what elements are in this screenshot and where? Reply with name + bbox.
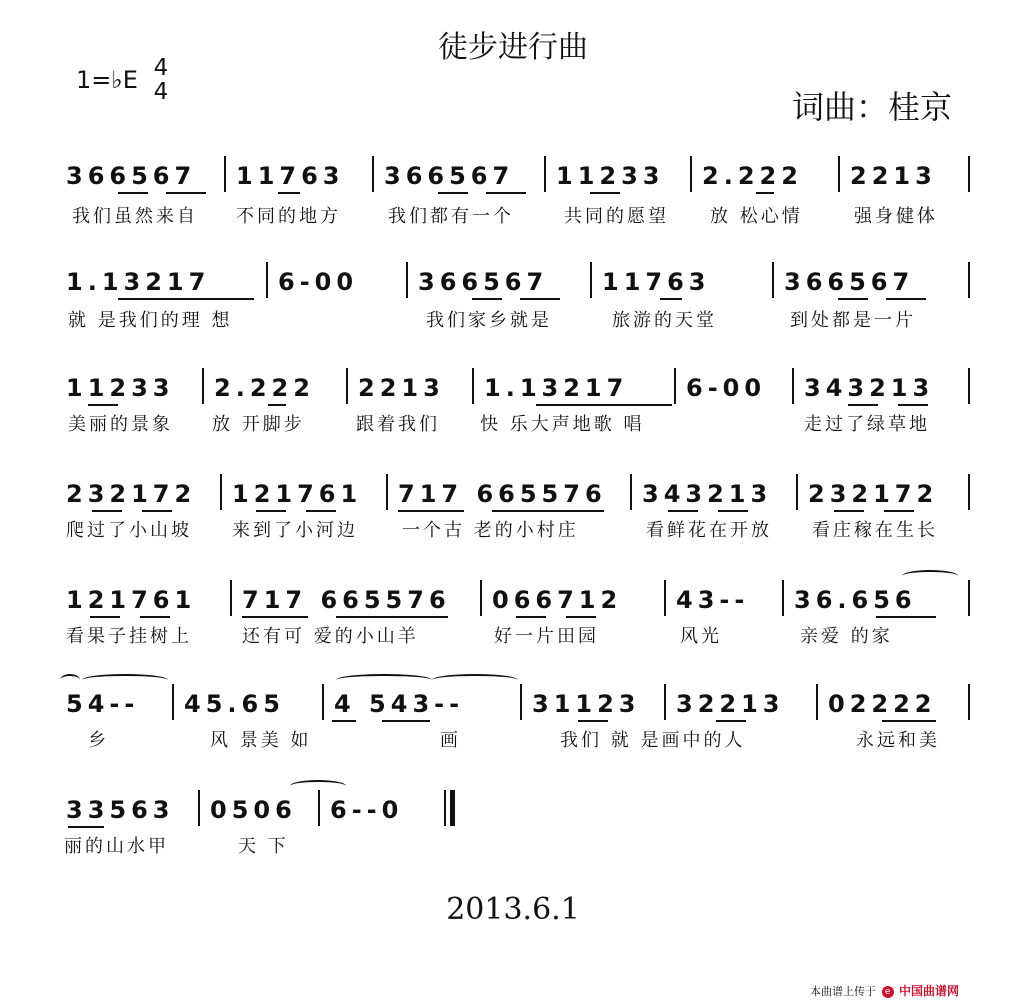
lyric: 共同的愿望 xyxy=(564,206,669,227)
barline xyxy=(544,156,546,192)
barline xyxy=(406,262,408,298)
lyric: 一个古 老的小村庄 xyxy=(402,520,579,541)
barline xyxy=(520,684,522,720)
slur xyxy=(290,780,346,792)
lyric: 来到了小河边 xyxy=(232,520,358,541)
slur xyxy=(432,674,518,686)
slur xyxy=(902,570,958,582)
lyric: 风 景美 如 xyxy=(210,730,312,751)
lyric: 看庄稼在生长 xyxy=(812,520,938,541)
score-title: 徒步进行曲 xyxy=(438,30,588,65)
composer-credit: 词曲：桂京 xyxy=(792,88,953,126)
barline xyxy=(816,684,818,720)
lyric: 爬过了小山坡 xyxy=(66,520,192,541)
barline xyxy=(968,474,970,510)
lyric: 不同的地方 xyxy=(236,206,341,227)
key-signature: 1=♭E xyxy=(76,66,138,94)
slur xyxy=(82,674,168,686)
lyric: 好一片田园 xyxy=(494,626,599,647)
barline xyxy=(772,262,774,298)
staff-row-6: 54-- 45.65 4 543-- 31123 32213 02222 xyxy=(60,680,980,724)
lyric: 丽的山水甲 xyxy=(64,836,169,857)
lyric: 我们虽然来自 xyxy=(72,206,198,227)
barline xyxy=(782,580,784,616)
upload-text: 本曲谱上传于 xyxy=(810,985,876,998)
barline xyxy=(968,368,970,404)
barline xyxy=(674,368,676,404)
barline xyxy=(318,790,320,826)
barline xyxy=(968,684,970,720)
lyric: 就 是我们的理 想 xyxy=(68,310,233,331)
time-signature xyxy=(152,56,170,104)
barline xyxy=(322,684,324,720)
lyric: 快 乐大声地歌 唱 xyxy=(480,414,645,435)
lyric: 乡 xyxy=(88,730,109,751)
barline xyxy=(664,580,666,616)
lyric: 走过了绿草地 xyxy=(804,414,930,435)
lyric: 亲爱 的家 xyxy=(800,626,893,647)
barline xyxy=(444,790,446,826)
staff-row-4: 232172 121761 717 665576 343213 232172 xyxy=(60,470,980,514)
lyric: 旅游的天堂 xyxy=(612,310,717,331)
site-footer xyxy=(810,982,959,999)
barline xyxy=(792,368,794,404)
lyric: 永远和美 xyxy=(856,730,940,751)
barline xyxy=(664,684,666,720)
lyric: 放 开脚步 xyxy=(212,414,305,435)
lyric: 美丽的景象 xyxy=(68,414,173,435)
lyric: 强身健体 xyxy=(854,206,938,227)
final-barline xyxy=(450,790,455,826)
barline xyxy=(386,474,388,510)
barline xyxy=(346,368,348,404)
staff-row-3: 11233 2.222 2213 1.13217 6-00 343213 xyxy=(60,364,980,408)
lyric: 我们都有一个 xyxy=(388,206,514,227)
lyric: 看鲜花在开放 xyxy=(646,520,772,541)
barline xyxy=(968,156,970,192)
barline xyxy=(796,474,798,510)
barline xyxy=(480,580,482,616)
site-logo[interactable]: 中国曲谱网 xyxy=(899,984,960,998)
time-signature-top: 4 xyxy=(153,55,169,81)
barline xyxy=(838,156,840,192)
barline xyxy=(968,580,970,616)
barline xyxy=(968,262,970,298)
lyric: 还有可 爱的小山羊 xyxy=(242,626,419,647)
lyric: 到处都是一片 xyxy=(790,310,916,331)
lyric: 看果子挂树上 xyxy=(66,626,192,647)
barline xyxy=(372,156,374,192)
barline xyxy=(630,474,632,510)
lyric: 我们家乡就是 xyxy=(426,310,552,331)
barline xyxy=(202,368,204,404)
lyric: 放 松心情 xyxy=(710,206,803,227)
lyric: 天 下 xyxy=(238,836,289,857)
staff-row-2: 1.13217 6-00 366567 11763 366567 xyxy=(60,258,980,302)
barline xyxy=(230,580,232,616)
slur xyxy=(336,674,432,686)
lyric: 跟着我们 xyxy=(356,414,440,435)
staff-row-5: 121761 717 665576 066712 43-- 36.656 xyxy=(60,576,980,620)
barline xyxy=(224,156,226,192)
barline xyxy=(472,368,474,404)
lyric: 画 xyxy=(440,730,461,751)
barline xyxy=(172,684,174,720)
barline xyxy=(220,474,222,510)
time-signature-bottom: 4 xyxy=(153,79,169,105)
composition-date: 2013.6.1 xyxy=(446,892,580,927)
barline xyxy=(590,262,592,298)
lyric: 我们 就 是画中的人 xyxy=(560,730,746,751)
barline xyxy=(198,790,200,826)
barline xyxy=(266,262,268,298)
slur xyxy=(60,674,80,686)
staff-row-7: 33563 0506 6--0 xyxy=(60,786,980,830)
e-logo-icon: e xyxy=(882,986,894,998)
lyric: 风光 xyxy=(680,626,722,647)
barline xyxy=(690,156,692,192)
staff-row-1: 366567 11763 366567 11233 2.222 2213 xyxy=(60,152,980,196)
